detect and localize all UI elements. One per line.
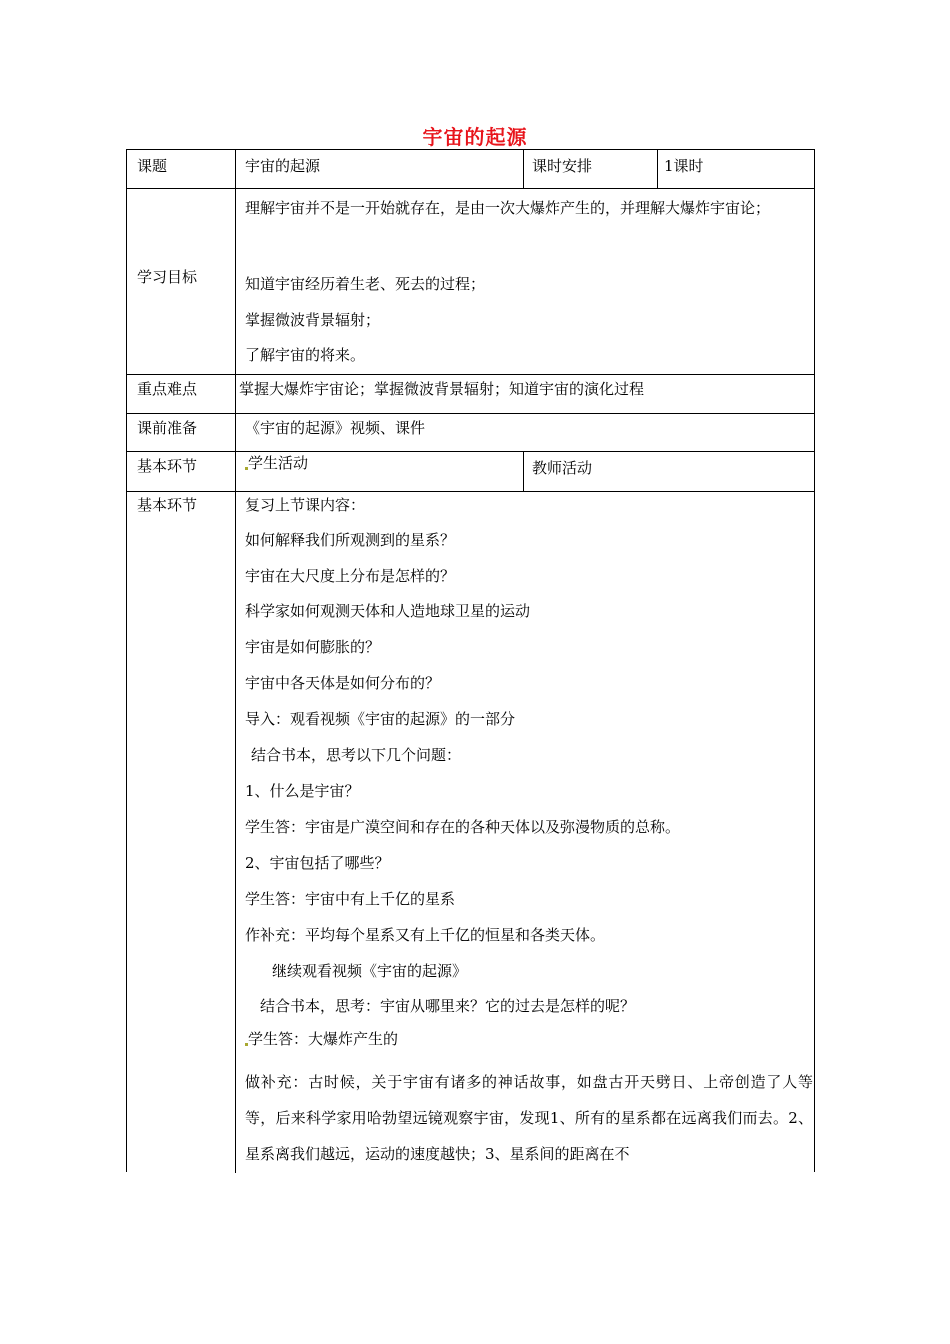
preparation-label: 课前准备: [137, 419, 198, 437]
objective-item: 理解宇宙并不是一开始就存在，是由一次大爆炸产生的，并理解大爆炸宇宙论；: [245, 199, 771, 217]
topic-value: 宇宙的起源: [245, 157, 321, 175]
content-line: 1、什么是宇宙？: [245, 782, 360, 800]
teacher-activity-header: 教师活动: [532, 459, 593, 477]
stage-body-label: 基本环节: [137, 496, 198, 514]
key-points-value: 掌握大爆炸宇宙论；掌握微波背景辐射；知道宇宙的演化过程: [239, 380, 645, 398]
row-divider: [127, 491, 814, 492]
objectives-label: 学习目标: [137, 268, 198, 286]
column-divider: [235, 150, 236, 1173]
column-divider: [657, 150, 658, 188]
content-line: 宇宙是如何膨胀的？: [245, 638, 381, 656]
column-divider: [523, 451, 524, 491]
content-line: 宇宙在大尺度上分布是怎样的？: [245, 567, 456, 585]
content-line: 科学家如何观测天体和人造地球卫星的运动: [245, 602, 531, 620]
stage-label: 基本环节: [137, 457, 198, 475]
content-paragraph: 做补充：古时候，关于宇宙有诸多的神话故事，如盘古开天劈日、上帝创造了人等等，后来科学家用哈勃望远镜观察宇宙，发现1、所有的星系都在远离我们而去。2、星系离我们越远，运动的速度越快；3、星系间的距离在不: [245, 1073, 813, 1163]
schedule-value: 1课时: [664, 157, 704, 175]
row-divider: [127, 374, 814, 375]
row-divider: [127, 451, 814, 452]
document-title: 宇宙的起源: [422, 125, 528, 149]
schedule-label: 课时安排: [532, 157, 593, 175]
objective-item: 了解宇宙的将来。: [245, 346, 366, 364]
content-line: 结合书本，思考以下几个问题：: [251, 746, 462, 764]
content-line: 宇宙中各天体是如何分布的？: [245, 674, 441, 692]
key-points-label: 重点难点: [137, 380, 198, 398]
content-line: 作补充：平均每个星系又有上千亿的恒星和各类天体。: [245, 926, 606, 944]
content-line: 复习上节课内容：: [245, 496, 366, 514]
content-line: 学生答：大爆炸产生的: [248, 1030, 399, 1048]
lesson-plan-table: [126, 149, 815, 1172]
row-divider: [127, 413, 814, 414]
objective-item: 掌握微波背景辐射；: [245, 311, 381, 329]
content-line: 学生答：宇宙是广漠空间和存在的各种天体以及弥漫物质的总称。: [245, 818, 681, 836]
content-line: 导入：观看视频《宇宙的起源》的一部分: [245, 710, 516, 728]
objective-item: 知道宇宙经历着生老、死去的过程；: [245, 275, 486, 293]
content-line: 继续观看视频《宇宙的起源》: [272, 962, 468, 980]
content-line: 2、宇宙包括了哪些？: [245, 854, 390, 872]
topic-label: 课题: [137, 157, 168, 175]
content-line: 结合书本，思考：宇宙从哪里来？它的过去是怎样的呢？: [260, 997, 636, 1015]
column-divider: [523, 150, 524, 188]
content-line: 学生答：宇宙中有上千亿的星系: [245, 890, 456, 908]
student-activity-header: 学生活动: [248, 454, 309, 472]
content-line: 如何解释我们所观测到的星系？: [245, 531, 456, 549]
preparation-value: 《宇宙的起源》视频、课件: [245, 419, 426, 437]
